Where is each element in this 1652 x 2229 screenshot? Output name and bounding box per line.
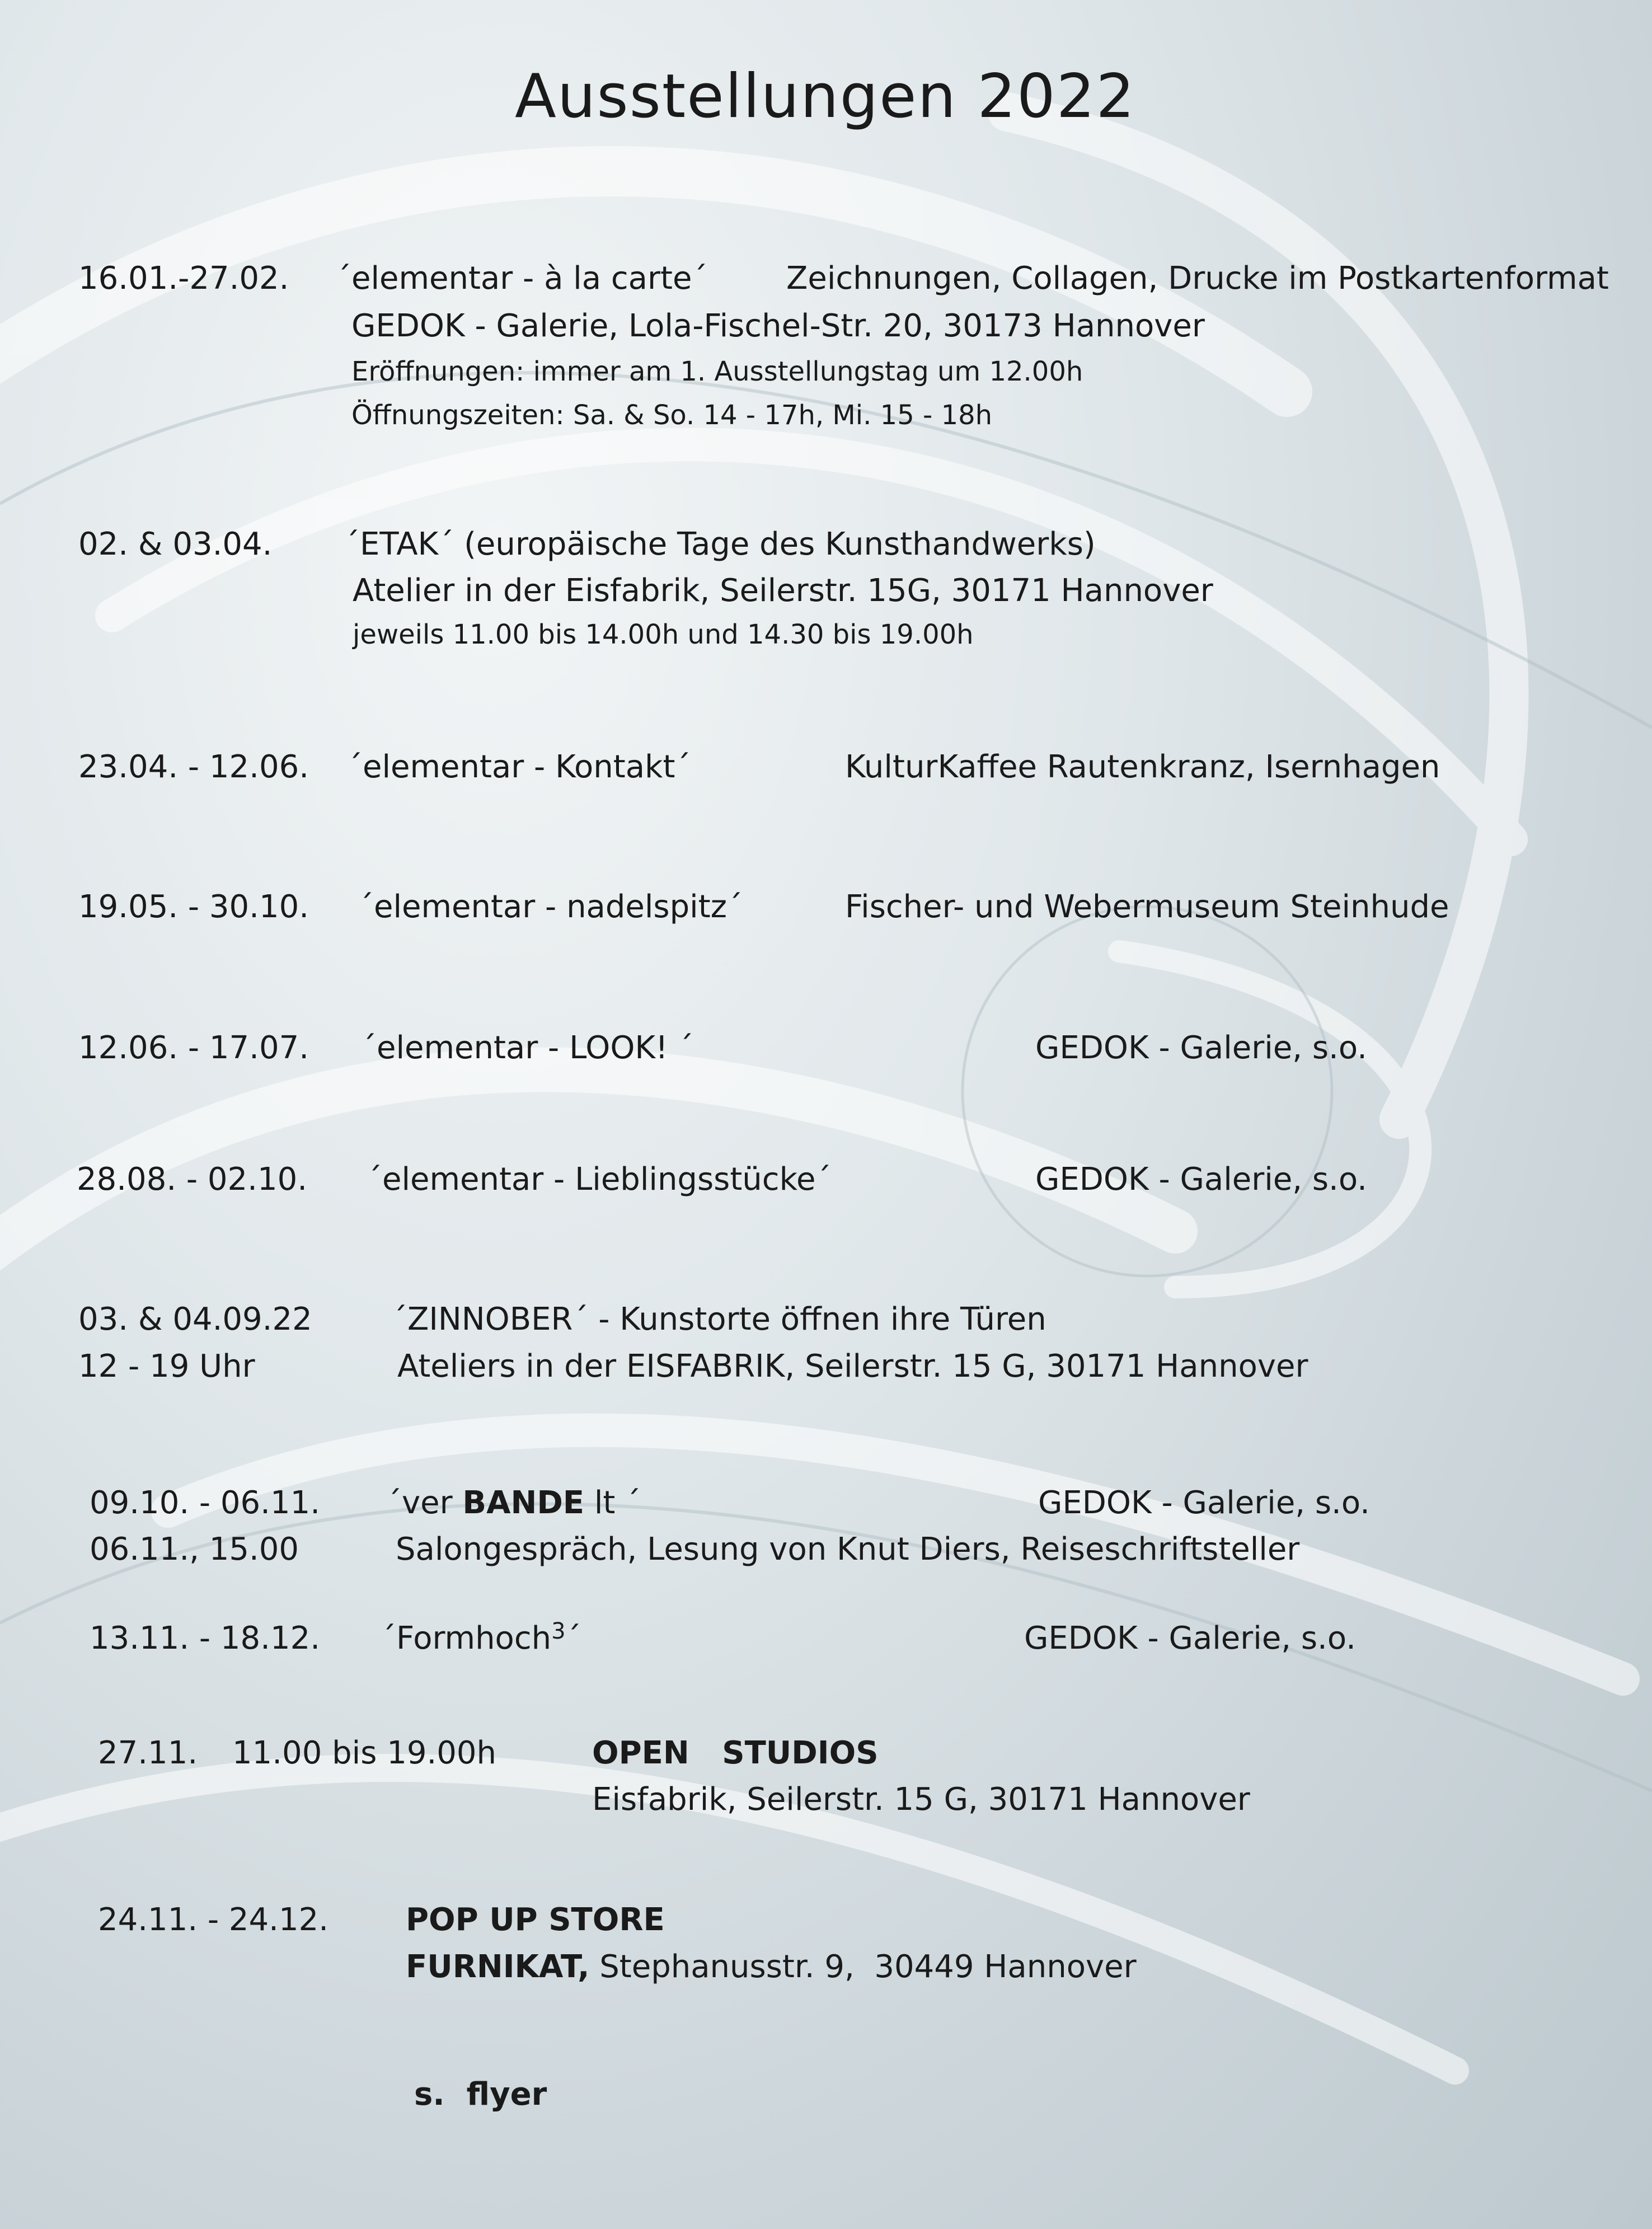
exhibition-6-name: ´elementar - Lieblingsstücke´ — [367, 1161, 832, 1198]
exhibition-1-name: ´elementar - à la carte´ — [336, 260, 708, 297]
exhibition-7-name: ´ZINNOBER´ - Kunstorte öffnen ihre Türen — [392, 1301, 1046, 1338]
exhibition-1-date: 16.01.-27.02. — [78, 260, 289, 297]
exhibition-2-name: ´ETAK´ (europäische Tage des Kunsthandwerks) — [344, 526, 1096, 562]
exhibition-1-venue: GEDOK - Galerie, Lola-Fischel-Str. 20, 30173 Hannover — [351, 308, 1205, 344]
exhibition-8-date: 09.10. - 06.11. — [90, 1485, 321, 1521]
page-title: Ausstellungen 2022 — [515, 62, 1136, 132]
exhibition-6-date: 28.08. - 02.10. — [77, 1161, 308, 1198]
exhibition-10-venue: Eisfabrik, Seilerstr. 15 G, 30171 Hannover — [592, 1781, 1250, 1818]
exhibition-8-name: ´ver BANDE lt ´ — [386, 1485, 641, 1521]
exhibition-4-venue: Fischer- und Webermuseum Steinhude — [845, 889, 1449, 925]
exhibition-2-date: 02. & 03.04. — [78, 526, 273, 562]
exhibition-10-date: 27.11. — [98, 1735, 198, 1771]
exhibition-7-venue: Ateliers in der EISFABRIK, Seilerstr. 15 G, 30171 Hannover — [397, 1348, 1308, 1385]
exhibition-10-name: OPEN STUDIOS — [592, 1735, 879, 1771]
footer-note: s. flyer — [414, 2076, 547, 2113]
exhibition-7-date: 03. & 04.09.22 — [78, 1301, 312, 1338]
exhibition-11-date: 24.11. - 24.12. — [98, 1902, 329, 1938]
exhibition-1-hours: Öffnungszeiten: Sa. & So. 14 - 17h, Mi. 15 - 18h — [351, 400, 993, 431]
exhibition-4-date: 19.05. - 30.10. — [78, 889, 309, 925]
exhibition-11-venue: FURNIKAT, Stephanusstr. 9, 30449 Hannover — [406, 1949, 1137, 1985]
exhibition-9-name: ´Formhoch$^3$´ — [381, 1618, 581, 1657]
exhibition-6-venue: GEDOK - Galerie, s.o. — [1035, 1161, 1367, 1198]
exhibition-3-date: 23.04. - 12.06. — [78, 749, 309, 785]
exhibition-4-name: ´elementar - nadelspitz´ — [358, 889, 743, 925]
exhibition-5-venue: GEDOK - Galerie, s.o. — [1035, 1030, 1367, 1066]
exhibition-3-venue: KulturKaffee Rautenkranz, Isernhagen — [845, 749, 1440, 785]
exhibition-11-name: POP UP STORE — [406, 1902, 665, 1938]
exhibition-1-description: Zeichnungen, Collagen, Drucke im Postkartenformat — [786, 260, 1609, 297]
exhibition-8-event-date: 06.11., 15.00 — [90, 1531, 299, 1568]
exhibition-2-venue: Atelier in der Eisfabrik, Seilerstr. 15G, 30171 Hannover — [353, 572, 1213, 609]
exhibition-1-opening: Eröffnungen: immer am 1. Ausstellungstag um 12.00h — [351, 356, 1083, 387]
exhibition-9-venue: GEDOK - Galerie, s.o. — [1024, 1620, 1356, 1657]
exhibition-5-date: 12.06. - 17.07. — [78, 1030, 309, 1066]
exhibition-9-date: 13.11. - 18.12. — [90, 1620, 321, 1657]
exhibition-10-time: 11.00 bis 19.00h — [232, 1735, 497, 1771]
exhibition-3-name: ´elementar - Kontakt´ — [347, 749, 691, 785]
exhibition-8-venue: GEDOK - Galerie, s.o. — [1038, 1485, 1370, 1521]
exhibition-2-hours: jeweils 11.00 bis 14.00h und 14.30 bis 19.00h — [353, 619, 974, 650]
exhibition-5-name: ´elementar - LOOK! ´ — [361, 1030, 694, 1066]
exhibition-7-time: 12 - 19 Uhr — [78, 1348, 255, 1385]
exhibition-8-event-text: Salongespräch, Lesung von Knut Diers, Reiseschriftsteller — [396, 1531, 1300, 1568]
